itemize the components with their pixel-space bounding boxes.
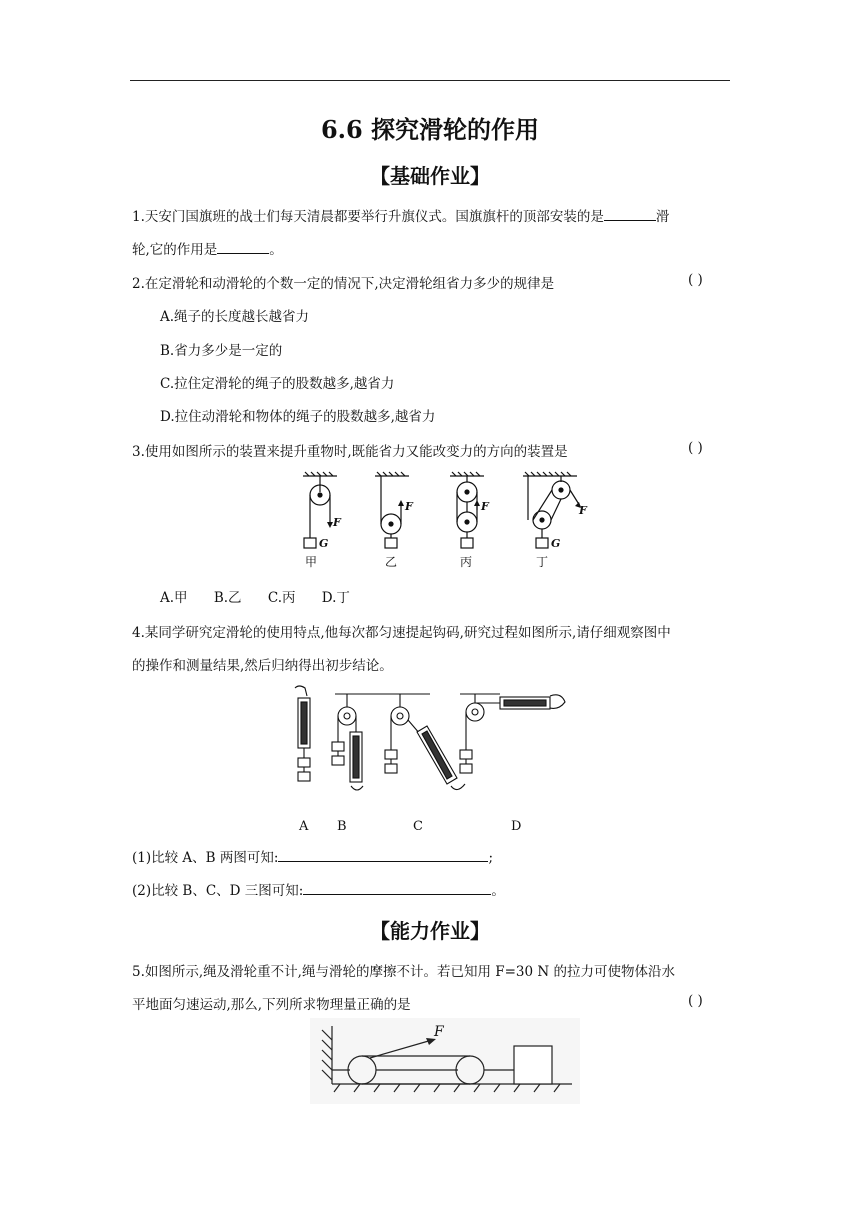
svg-text:F: F <box>405 500 413 513</box>
header-rule <box>130 80 730 81</box>
q4-blank-1[interactable] <box>278 849 488 862</box>
q4-label-a: A <box>299 819 309 834</box>
q5-stem-line2: 平地面匀速运动,那么,下列所求物理量正确的是 <box>132 997 411 1013</box>
q3-label-yi: 乙 <box>385 555 398 569</box>
q1-blank-1[interactable] <box>604 208 656 221</box>
q3-weight-label: G <box>319 537 329 550</box>
q2-stem: 2.在定滑轮和动滑轮的个数一定的情况下,决定滑轮组省力多少的规律是 <box>132 276 555 292</box>
q1-line2 <box>132 238 283 258</box>
q4-label-c: C <box>413 819 423 834</box>
svg-text:F: F <box>481 500 489 513</box>
q3-option-a: A.甲 <box>160 590 188 606</box>
q2-option-b: B.省力多少是一定的 <box>160 343 283 359</box>
q3-answer-paren[interactable]: ( ) <box>688 440 703 456</box>
q5-pulley-figure <box>310 1018 580 1104</box>
q5-force-label: F <box>434 1024 444 1040</box>
q5-stem-line1: 5.如图所示,绳及滑轮重不计,绳与滑轮的摩擦不计。若已知用 F=30 N 的拉力可使物体沿水 <box>132 964 676 980</box>
q1-text-a: 1.天安门国旗班的战士们每天清晨都要举行升旗仪式。国旗旗杆的顶部安装的是 <box>132 209 604 225</box>
page-title: 6.6 探究滑轮的作用 <box>320 115 540 144</box>
q4-experiment-figure <box>285 682 575 837</box>
q3-option-d: D.丁 <box>321 590 350 606</box>
q1-text-c: 轮,它的作用是 <box>132 242 218 258</box>
q2-option-c: C.拉住定滑轮的绳子的股数越多,越省力 <box>160 376 395 392</box>
q2-option-d: D.拉住动滑轮和物体的绳子的股数越多,越省力 <box>160 409 436 425</box>
q3-label-bing: 丙 <box>460 555 473 569</box>
q4-stem-line2: 的操作和测量结果,然后归纳得出初步结论。 <box>132 658 393 674</box>
q4-blank-2[interactable] <box>303 882 491 895</box>
q3-stem: 3.使用如图所示的装置来提升重物时,既能省力又能改变力的方向的装置是 <box>132 444 568 460</box>
q1-blank-2[interactable] <box>217 241 269 254</box>
q1-text-b: 滑 <box>655 209 670 225</box>
svg-text:G: G <box>551 537 561 550</box>
q2-answer-paren[interactable]: ( ) <box>688 272 703 288</box>
svg-text:F: F <box>579 504 587 517</box>
q5-answer-paren[interactable]: ( ) <box>688 993 703 1009</box>
q3-option-c: C.丙 <box>267 590 296 606</box>
q3-option-b: B.乙 <box>213 590 242 606</box>
q3-force-label: F <box>333 516 341 529</box>
q2-option-a: A.绳子的长度越长越省力 <box>160 309 310 325</box>
q1-text-d: 。 <box>269 242 283 258</box>
section-basic: 【基础作业】 <box>370 164 490 188</box>
q3-pulley-figure <box>295 470 595 570</box>
q1-line1 <box>132 205 669 225</box>
q4-sub2: (2)比较 B、C、D 三图可知: 。 <box>132 883 505 899</box>
q4-label-b: B <box>337 819 347 834</box>
q3-options <box>160 586 372 606</box>
q4-sub1: (1)比较 A、B 两图可知: ; <box>132 850 493 866</box>
q4-stem-line1: 4.某同学研究定滑轮的使用特点,他每次都匀速提起钩码,研究过程如图所示,请仔细观察图中 <box>132 625 671 641</box>
q3-label-ding: 丁 <box>536 555 549 569</box>
q4-label-d: D <box>511 819 522 834</box>
q3-label-jia: 甲 <box>305 555 318 569</box>
section-ability: 【能力作业】 <box>370 919 490 943</box>
